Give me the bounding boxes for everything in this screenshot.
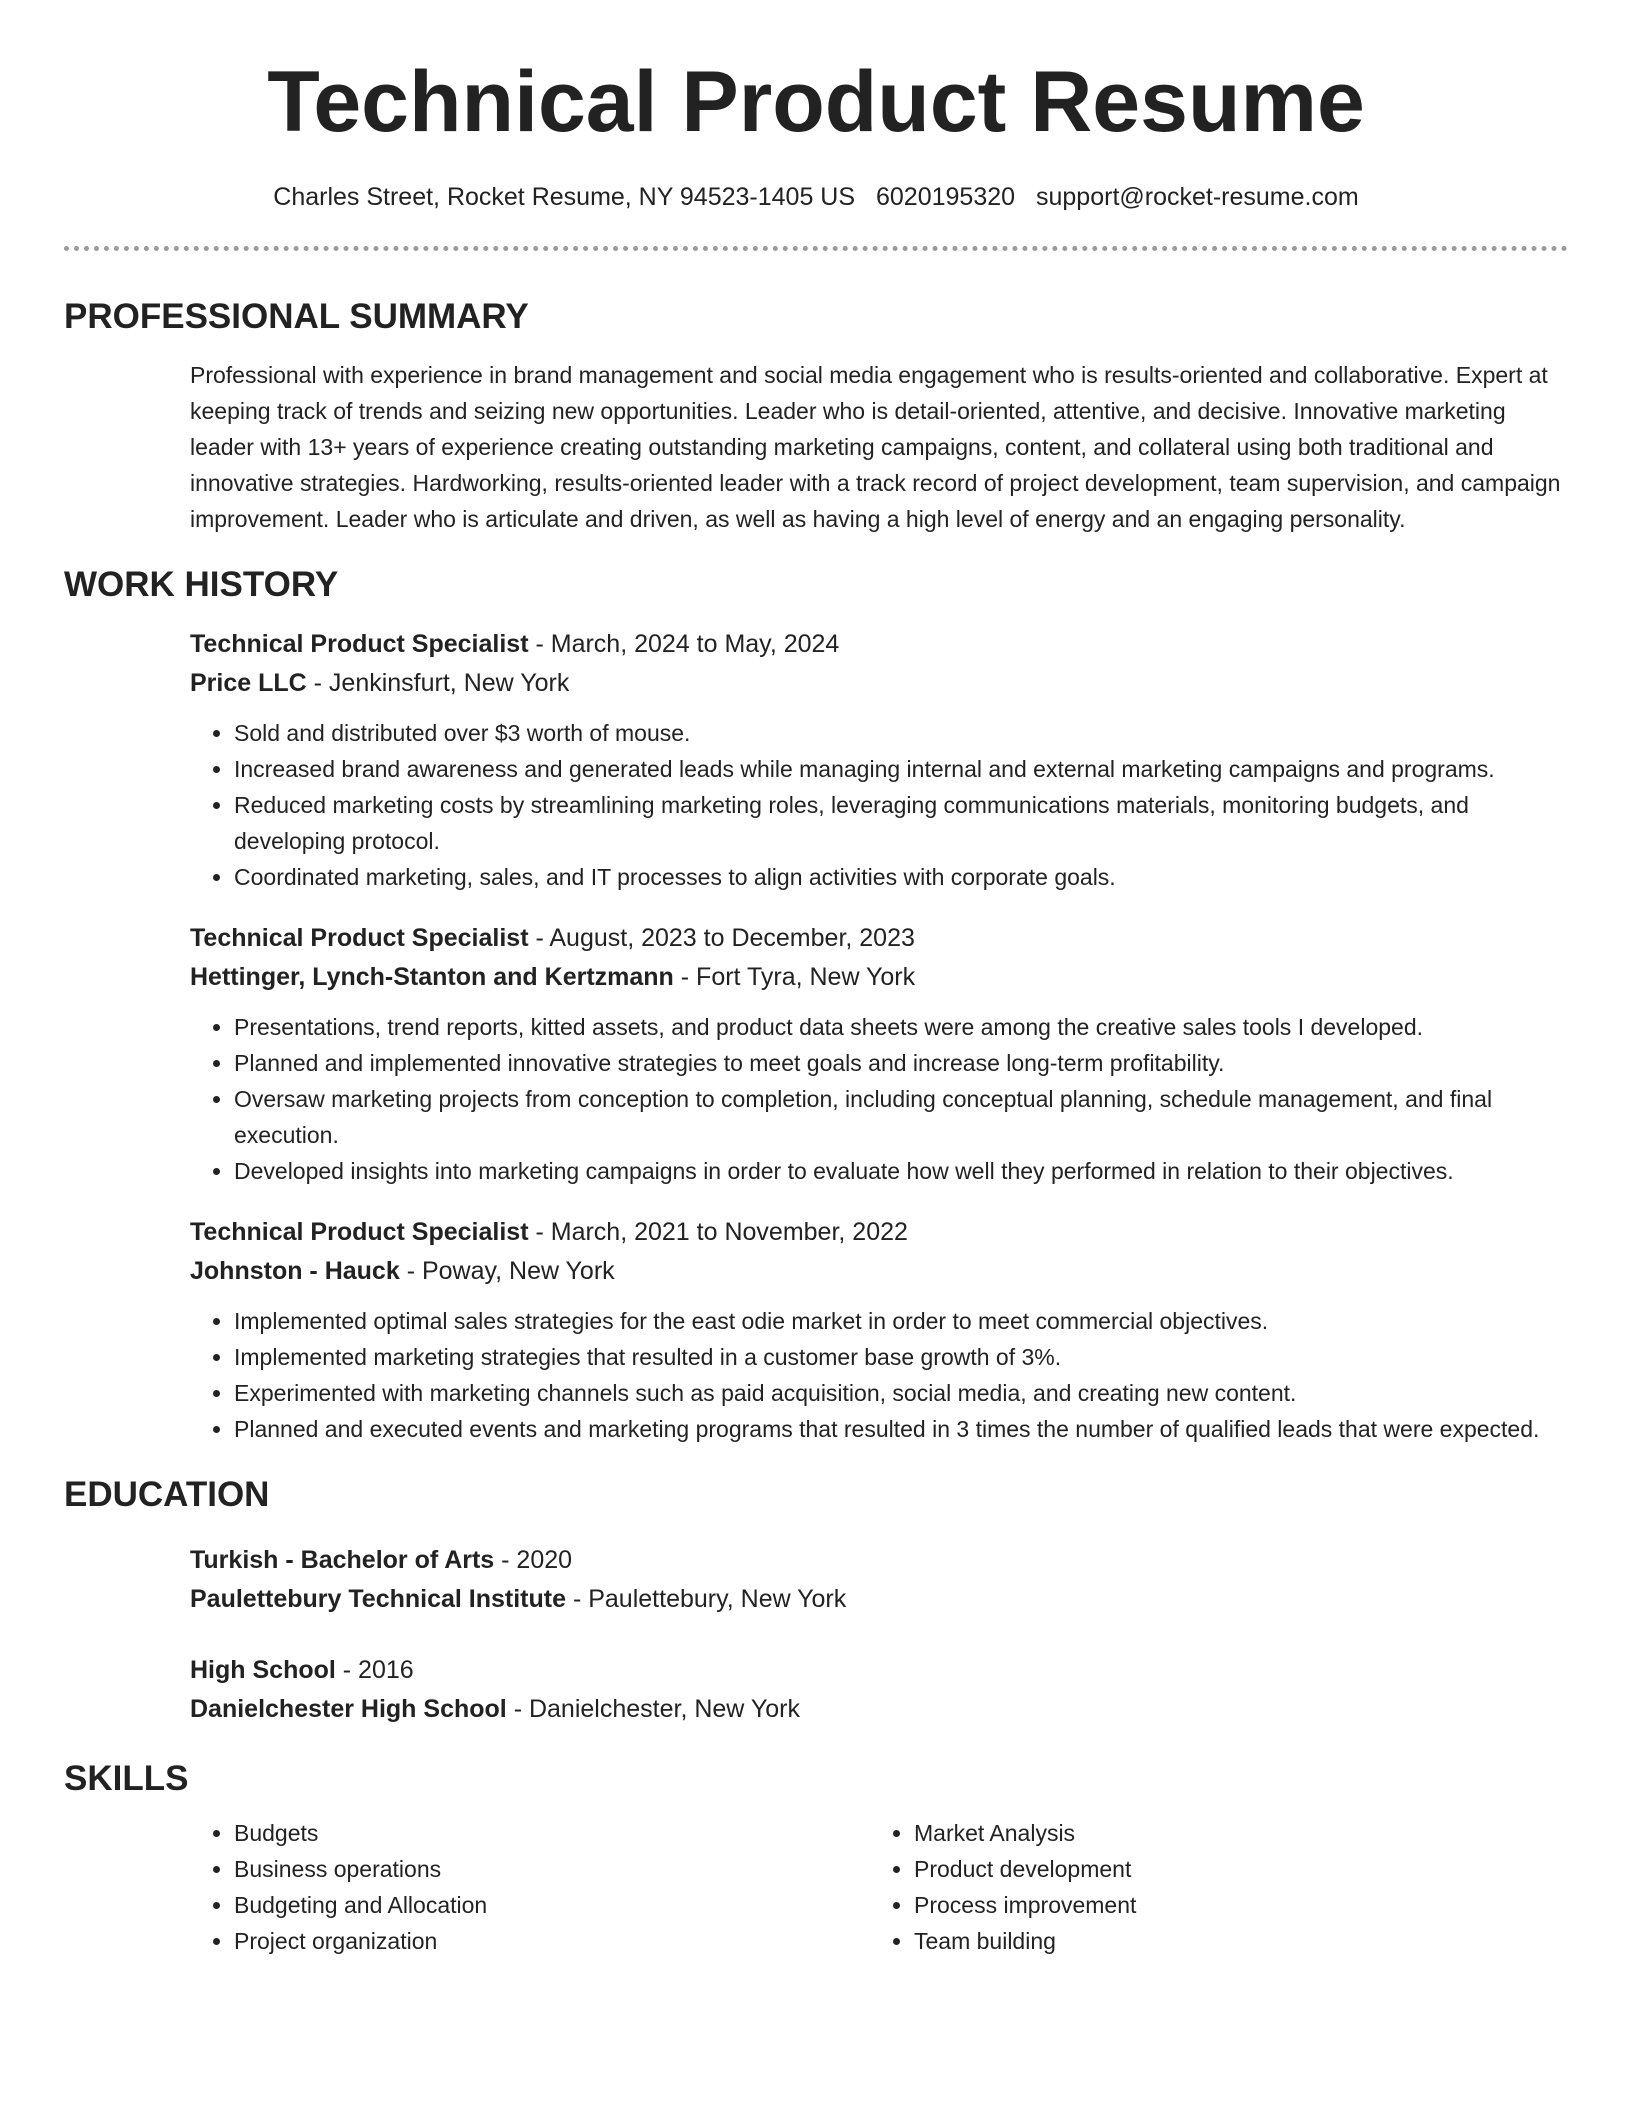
- education-degree-line: [190, 1541, 1568, 1580]
- job-entry: [190, 1213, 1568, 1447]
- job-bullet: • Experimented with marketing channels such as paid acquisition, social media, and creating new content.: [234, 1375, 1568, 1411]
- education-year: - 2020: [494, 1546, 573, 1574]
- education-year: - 2016: [335, 1656, 414, 1684]
- education-entry: [190, 1541, 1568, 1619]
- job-bullets: [190, 715, 1568, 895]
- skill-item: • Product development: [914, 1851, 1550, 1887]
- job-location: - Poway, New York: [399, 1257, 615, 1285]
- job-dates: - March, 2024 to May, 2024: [528, 630, 840, 658]
- contact-address: Charles Street, Rocket Resume, NY 94523-1405 US: [273, 183, 856, 211]
- job-bullet: • Planned and implemented innovative strategies to meet goals and increase long-term profitability.: [234, 1045, 1568, 1081]
- job-company-line: [190, 1252, 1568, 1291]
- skill-item: • Market Analysis: [914, 1815, 1550, 1851]
- skill-item: • Project organization: [234, 1923, 870, 1959]
- skill-item: • Budgets: [234, 1815, 870, 1851]
- education-location: - Danielchester, New York: [506, 1695, 800, 1723]
- job-bullet: • Planned and executed events and marketing programs that resulted in 3 times the number of qualified leads that were expected.: [234, 1411, 1568, 1447]
- job-bullet: • Presentations, trend reports, kitted assets, and product data sheets were among the creative sales tools I developed.: [234, 1009, 1568, 1045]
- summary-section: [64, 295, 1568, 537]
- job-location: - Fort Tyra, New York: [673, 963, 916, 991]
- job-company: Price LLC: [190, 669, 307, 697]
- skill-item: • Process improvement: [914, 1887, 1550, 1923]
- resume-header: [64, 0, 1568, 214]
- job-company-line: [190, 664, 1568, 703]
- skills-columns: [190, 1815, 1568, 1959]
- resume-title: Technical Product Resume: [267, 54, 1365, 150]
- skill-item: • Business operations: [234, 1851, 870, 1887]
- education-degree: Turkish - Bachelor of Arts: [190, 1546, 495, 1574]
- work-history-section: [64, 563, 1568, 1447]
- header-divider: [64, 246, 1568, 251]
- education-location: - Paulettebury, New York: [566, 1585, 847, 1613]
- skill-item: • Budgeting and Allocation: [234, 1887, 870, 1923]
- job-role-line: [190, 625, 1568, 664]
- job-bullet: • Coordinated marketing, sales, and IT processes to align activities with corporate goals.: [234, 859, 1568, 895]
- contact-email: support@rocket-resume.com: [1036, 183, 1359, 211]
- work-history-heading: WORK HISTORY: [64, 565, 339, 604]
- job-role-line: [190, 919, 1568, 958]
- job-role: Technical Product Specialist: [190, 1218, 529, 1246]
- job-company-line: [190, 958, 1568, 997]
- education-school: Danielchester High School: [190, 1695, 507, 1723]
- education-school: Paulettebury Technical Institute: [190, 1585, 567, 1613]
- education-section: [64, 1473, 1568, 1729]
- skills-right-list: [870, 1815, 1550, 1959]
- work-history-body: [190, 625, 1568, 1447]
- job-bullet: • Reduced marketing costs by streamlining marketing roles, leveraging communications materials, monitoring budgets, and developing protocol.: [234, 787, 1568, 859]
- job-dates: - March, 2021 to November, 2022: [528, 1218, 908, 1246]
- job-bullets: [190, 1009, 1568, 1189]
- job-bullet: • Implemented optimal sales strategies for the east odie market in order to meet commercial objectives.: [234, 1303, 1568, 1339]
- education-school-line: [190, 1580, 1568, 1619]
- job-location: - Jenkinsfurt, New York: [306, 669, 570, 697]
- job-dates: - August, 2023 to December, 2023: [528, 924, 915, 952]
- skills-left-list: [190, 1815, 870, 1959]
- skills-heading: SKILLS: [64, 1759, 189, 1798]
- education-body: [190, 1541, 1568, 1729]
- contact-phone: 6020195320: [876, 183, 1016, 211]
- job-company: Hettinger, Lynch-Stanton and Kertzmann: [190, 963, 674, 991]
- summary-heading: PROFESSIONAL SUMMARY: [64, 297, 529, 336]
- job-role-line: [190, 1213, 1568, 1252]
- job-role: Technical Product Specialist: [190, 924, 529, 952]
- job-role: Technical Product Specialist: [190, 630, 529, 658]
- job-bullet: • Developed insights into marketing campaigns in order to evaluate how well they performed in relation to their objectives.: [234, 1153, 1568, 1189]
- job-bullets: [190, 1303, 1568, 1447]
- education-entry: [190, 1651, 1568, 1729]
- job-entry: [190, 625, 1568, 895]
- skills-section: [64, 1757, 1568, 1959]
- summary-body: [190, 357, 1568, 537]
- skills-body: [190, 1815, 1568, 1959]
- job-bullet: • Implemented marketing strategies that resulted in a customer base growth of 3%.: [234, 1339, 1568, 1375]
- education-degree: High School: [190, 1656, 336, 1684]
- summary-text: Professional with experience in brand management and social media engagement who is results-oriented and collaborative. Expert at keeping track of trends and seizing new opportunities. Leader who is detail-oriented, attentive, and decisive. Innovative marketing leader with 13+ years of experience creating outstanding marketing campaigns, content, and collateral using both traditional and innovative strategies. Hardworking, results-oriented leader with a track record of project development, team supervision, and campaign improvement. Leader who is articulate and driven, as well as having a high level of energy and an engaging personality.: [190, 362, 1561, 532]
- job-entry: [190, 919, 1568, 1189]
- education-degree-line: [190, 1651, 1568, 1690]
- job-company: Johnston - Hauck: [190, 1257, 400, 1285]
- education-school-line: [190, 1690, 1568, 1729]
- education-heading: EDUCATION: [64, 1475, 270, 1514]
- skill-item: • Team building: [914, 1923, 1550, 1959]
- job-bullet: • Increased brand awareness and generated leads while managing internal and external marketing campaigns and programs.: [234, 751, 1568, 787]
- job-bullet: • Sold and distributed over $3 worth of mouse.: [234, 715, 1568, 751]
- contact-line: [64, 180, 1568, 214]
- job-bullet: • Oversaw marketing projects from conception to completion, including conceptual planning, schedule management, and final execution.: [234, 1081, 1568, 1153]
